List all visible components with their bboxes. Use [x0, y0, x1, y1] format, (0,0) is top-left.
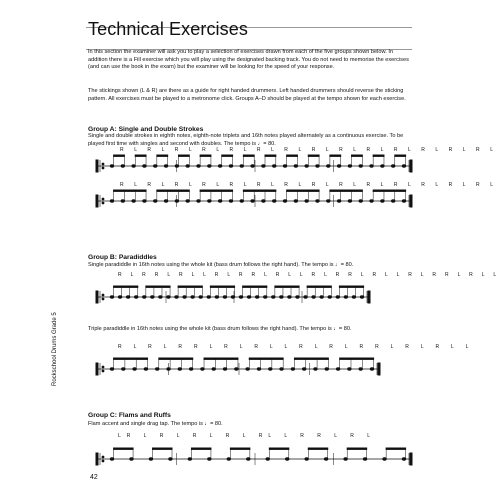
staff-a1-beam [352, 155, 363, 156]
group-a-description: Single and double strokes in eighth notes, eighth-note triplets and 16th notes played alternately as a continuous exercise. To be played first time with singles and second with doubles. The tempo is ♩= 80. [88, 133, 404, 147]
group-c-title: Group C: Flams and Ruffs [88, 412, 171, 419]
staff-a1-beam [114, 155, 125, 156]
staff-c1-beam [269, 448, 288, 449]
staff-a1-notehead [402, 165, 405, 167]
staff-b1-notehead [167, 296, 170, 298]
staff-a2-notehead [316, 200, 319, 202]
staff-b1-beam [339, 286, 363, 287]
staff-c1-beam [114, 448, 133, 449]
staff-a1-beam [287, 155, 298, 156]
intro-paragraph-2: The stickings shown (L & R) are there as a guide for right handed drummers. Left handed drummers should reverse the sticking pattern. All exercises must be played to a metronome click. Groups A–D should be played at the tempo shown for each exercise. [88, 88, 406, 102]
staff-b1-repeat-dot [102, 294, 104, 296]
group-a-title: Group A: Single and Double Strokes [88, 126, 204, 133]
staff-a2-beam [373, 190, 405, 191]
staff-b2-notehead [156, 368, 159, 370]
staff-c1-notehead [149, 458, 152, 460]
staff-c1-notehead [110, 458, 113, 460]
staff-a2-notehead [273, 200, 276, 202]
staff-a2-notehead [218, 200, 221, 202]
staff-b2-notehead [370, 368, 373, 370]
staff-a1-notehead [305, 165, 308, 167]
staff-a1-notehead [240, 165, 243, 167]
staff-b2-notehead [314, 368, 317, 370]
staff-b2-notehead [359, 368, 362, 370]
staff-c1-repeat-dot [102, 460, 104, 462]
sticking-row-a2: R L R L R L R L R L R L R L R L R L R L R L R L R L R L [120, 182, 498, 188]
staff-a1-repeat-dot [102, 167, 104, 169]
staff-a2-repeat-dot [102, 202, 104, 204]
staff-a1-notehead [359, 165, 362, 167]
staff-b1-notehead [255, 296, 258, 298]
staff-b1-beam [210, 286, 234, 287]
staff-c1-beam [308, 448, 327, 449]
staff-a2-notehead [110, 200, 113, 202]
staff-a1-beam [222, 155, 233, 156]
staff-c1-notehead [402, 458, 405, 460]
staff-a1-notehead [110, 165, 113, 167]
staff-a2-notehead [370, 200, 373, 202]
staff-a1-notehead [381, 165, 384, 167]
staff-b2-end-bar [378, 363, 380, 375]
staff-b1-notehead [215, 296, 218, 298]
staff-a2-notehead [175, 200, 178, 202]
staff-c1-notehead [383, 458, 386, 460]
staff-c1-notehead [363, 458, 366, 460]
staff-a2-beam [157, 190, 189, 191]
staff-a1-beam [308, 155, 319, 156]
page-number: 42 [90, 474, 98, 481]
staff-b1-repeat-dot [102, 298, 104, 300]
staff-a2-notehead [240, 200, 243, 202]
staff-a2-notehead [197, 200, 200, 202]
staff-a2-beam [287, 190, 319, 191]
staff-b1-notehead [207, 296, 210, 298]
staff-a1-notehead [143, 165, 146, 167]
staff-a1-notehead [262, 165, 265, 167]
staff-b2-beam [204, 358, 238, 359]
staff-a1-notehead [229, 165, 232, 167]
staff-a1-beam [135, 155, 146, 156]
staff-b2-notehead [223, 368, 226, 370]
staff-b1-notehead [183, 296, 186, 298]
staff-b1-notehead [320, 296, 323, 298]
staff-c1-beam [191, 448, 210, 449]
staff-a2-notehead [262, 200, 265, 202]
staff-a1-notehead [121, 165, 124, 167]
staff-c1-notehead [286, 458, 289, 460]
staff-b1-notehead [328, 296, 331, 298]
staff-b2-notehead [269, 368, 272, 370]
staff-a2-notehead [327, 200, 330, 202]
staff-a2-notehead [143, 200, 146, 202]
staff-a1-beam [178, 155, 189, 156]
staff-a2-notehead [251, 200, 254, 202]
staff-b1-notehead [126, 296, 129, 298]
staff-b2-notehead [336, 368, 339, 370]
staff-b1-notehead [296, 296, 299, 298]
staff-b2-notehead [122, 368, 125, 370]
staff-b2-notehead [212, 368, 215, 370]
staff-a1-start-bar [96, 160, 98, 172]
staff-a1-notehead [337, 165, 340, 167]
staff-b1-notehead [175, 296, 178, 298]
staff-a2-beam [243, 190, 275, 191]
staff-b1-notehead [344, 296, 347, 298]
staff-a2-notehead [164, 200, 167, 202]
staff-b1-end-bar [368, 291, 370, 303]
staff-b2-beam [249, 358, 283, 359]
staff-a2-start-bar [96, 195, 98, 207]
staff-b2-repeat-dot [102, 370, 104, 372]
staff-b2-notehead [280, 368, 283, 370]
sticking-row-a1: R L R L R L R L R L R L R L R L R L R L R L R L R L R L [120, 147, 498, 153]
staff-a1-notehead [294, 165, 297, 167]
sticking-row-b2: R L R L R R L R L R L L R L R L R R L R L R L L [118, 344, 474, 350]
staff-b1-notehead [336, 296, 339, 298]
page-title: Technical Exercises [88, 19, 248, 39]
staff-a1-notehead [273, 165, 276, 167]
staff-b2-notehead [133, 368, 136, 370]
staff-a2-notehead [121, 200, 124, 202]
staff-b1-beam [243, 286, 267, 287]
staff-c1-notehead [188, 458, 191, 460]
staff-a1-notehead [348, 165, 351, 167]
staff-a1-notehead [197, 165, 200, 167]
staff-b1-notehead [134, 296, 137, 298]
staff-a1-beam [243, 155, 254, 156]
staff-a1-end-bar [410, 160, 412, 172]
staff-a1-beam [330, 155, 341, 156]
staff-b2-beam [340, 358, 374, 359]
staff-a2-notehead [359, 200, 362, 202]
staff-b2-notehead [144, 368, 147, 370]
sticking-row-c1: LR L R L R L R L RL L R R L R L [118, 433, 377, 439]
staff-a2-beam [330, 190, 362, 191]
staff-a2-notehead [305, 200, 308, 202]
staff-b2-notehead [325, 368, 328, 370]
staff-a1-beam [200, 155, 211, 156]
group-b-description-1: Single paradiddle in 16th notes using the whole kit (bass drum follows the right hand). The tempo is ♩= 80. [88, 262, 354, 268]
staff-b2-notehead [189, 368, 192, 370]
staff-c1-notehead [305, 458, 308, 460]
group-c-description: Flam accent and single drag tap. The tempo is ♩= 80. [88, 421, 223, 427]
staff-a2-notehead [402, 200, 405, 202]
staff-b1-notehead [288, 296, 291, 298]
staff-a1-notehead [370, 165, 373, 167]
staff-a1-notehead [164, 165, 167, 167]
staff-a2-notehead [381, 200, 384, 202]
staff-a2-end-bar [410, 195, 412, 207]
staff-b2-notehead [302, 368, 305, 370]
staff-a1-notehead [132, 165, 135, 167]
staff-a2-notehead [348, 200, 351, 202]
staff-a2-notehead [208, 200, 211, 202]
staff-b1-beam [275, 286, 299, 287]
staff-a2-notehead [186, 200, 189, 202]
staff-a2-notehead [391, 200, 394, 202]
staff-b1-beam [114, 286, 138, 287]
staff-b2-notehead [246, 368, 249, 370]
staff-b1-notehead [304, 296, 307, 298]
staff-b2-notehead [201, 368, 204, 370]
staff-b2-notehead [348, 368, 351, 370]
side-label: Rockschool Drums Grade 5 [52, 312, 58, 386]
staff-a1-notehead [186, 165, 189, 167]
staff-a1-notehead [327, 165, 330, 167]
staff-c1-notehead [247, 458, 250, 460]
staff-a2-notehead [294, 200, 297, 202]
staff-a1-notehead [218, 165, 221, 167]
staff-b1-notehead [159, 296, 162, 298]
staff-b2-notehead [257, 368, 260, 370]
staff-b1-notehead [264, 296, 267, 298]
staff-b2-notehead [110, 368, 113, 370]
staff-c1-beam [230, 448, 249, 449]
staff-a1-beam [373, 155, 384, 156]
staff-a1-notehead [316, 165, 319, 167]
staff-b1-notehead [312, 296, 315, 298]
staff-c1-end-bar [410, 453, 412, 465]
staff-c1-beam [386, 448, 405, 449]
staff-c1-notehead [266, 458, 269, 460]
group-b-title: Group B: Paradiddles [88, 254, 157, 261]
staff-b2-beam [114, 358, 148, 359]
staff-c1-start-bar [96, 453, 98, 465]
staff-c1-notehead [227, 458, 230, 460]
staff-b1-notehead [110, 296, 113, 298]
intro-paragraph-1: In this section the examiner will ask you to play a selection of exercises drawn from each of the five groups shown below. In addition there is a Fill exercise which you will play using the designated backing track. You do not need to memorise the exercises (and can use the book in the exam) but the examiner will be looking for the speed of your response. [88, 49, 409, 71]
staff-b1-notehead [239, 296, 242, 298]
staff-b2-notehead [178, 368, 181, 370]
staff-a1-repeat-dot [102, 163, 104, 165]
staff-a2-repeat-dot [102, 198, 104, 200]
staff-a2-notehead [154, 200, 157, 202]
staff-c1-notehead [324, 458, 327, 460]
staff-a1-beam [265, 155, 276, 156]
staff-c1-repeat-dot [102, 456, 104, 458]
staff-b1-notehead [151, 296, 154, 298]
staff-b1-notehead [360, 296, 363, 298]
staff-b2-notehead [291, 368, 294, 370]
staff-b1-beam [146, 286, 170, 287]
staff-b2-start-bar [96, 363, 98, 375]
staff-b1-notehead [118, 296, 121, 298]
staff-a1-beam [157, 155, 168, 156]
staff-a2-notehead [283, 200, 286, 202]
staff-a1-notehead [208, 165, 211, 167]
staff-a1-notehead [391, 165, 394, 167]
staff-c1-notehead [169, 458, 172, 460]
sticking-row-b1: R L R R L R L L R L R R L R L L R L R R L R L L R L R R L R L L [118, 272, 500, 278]
staff-b1-beam [307, 286, 331, 287]
staff-c1-beam [153, 448, 172, 449]
staff-b1-notehead [191, 296, 194, 298]
staff-b1-notehead [272, 296, 275, 298]
staff-a1-beam [395, 155, 406, 156]
staff-c1-notehead [130, 458, 133, 460]
staff-b2-beam [294, 358, 328, 359]
staff-a2-notehead [337, 200, 340, 202]
staff-c1-notehead [344, 458, 347, 460]
staff-a2-notehead [229, 200, 232, 202]
staff-a1-notehead [175, 165, 178, 167]
staff-b1-notehead [352, 296, 355, 298]
staff-a2-beam [114, 190, 146, 191]
staff-a1-notehead [154, 165, 157, 167]
staff-b1-notehead [280, 296, 283, 298]
staff-b1-beam [178, 286, 202, 287]
staff-b1-start-bar [96, 291, 98, 303]
staff-c1-beam [347, 448, 366, 449]
staff-b1-notehead [199, 296, 202, 298]
staff-c1-notehead [208, 458, 211, 460]
staff-b2-notehead [235, 368, 238, 370]
staff-a2-beam [200, 190, 232, 191]
staff-a1-notehead [251, 165, 254, 167]
staff-a1-notehead [283, 165, 286, 167]
group-b-description-2: Triple paradiddle in 16th notes using the whole kit (bass drum follows the right hand). The tempo is ♩= 80. [88, 326, 352, 332]
staff-b1-notehead [223, 296, 226, 298]
staff-b2-beam [159, 358, 193, 359]
staff-a2-notehead [132, 200, 135, 202]
staff-b1-notehead [143, 296, 146, 298]
staff-b2-repeat-dot [102, 366, 104, 368]
staff-b1-notehead [247, 296, 250, 298]
